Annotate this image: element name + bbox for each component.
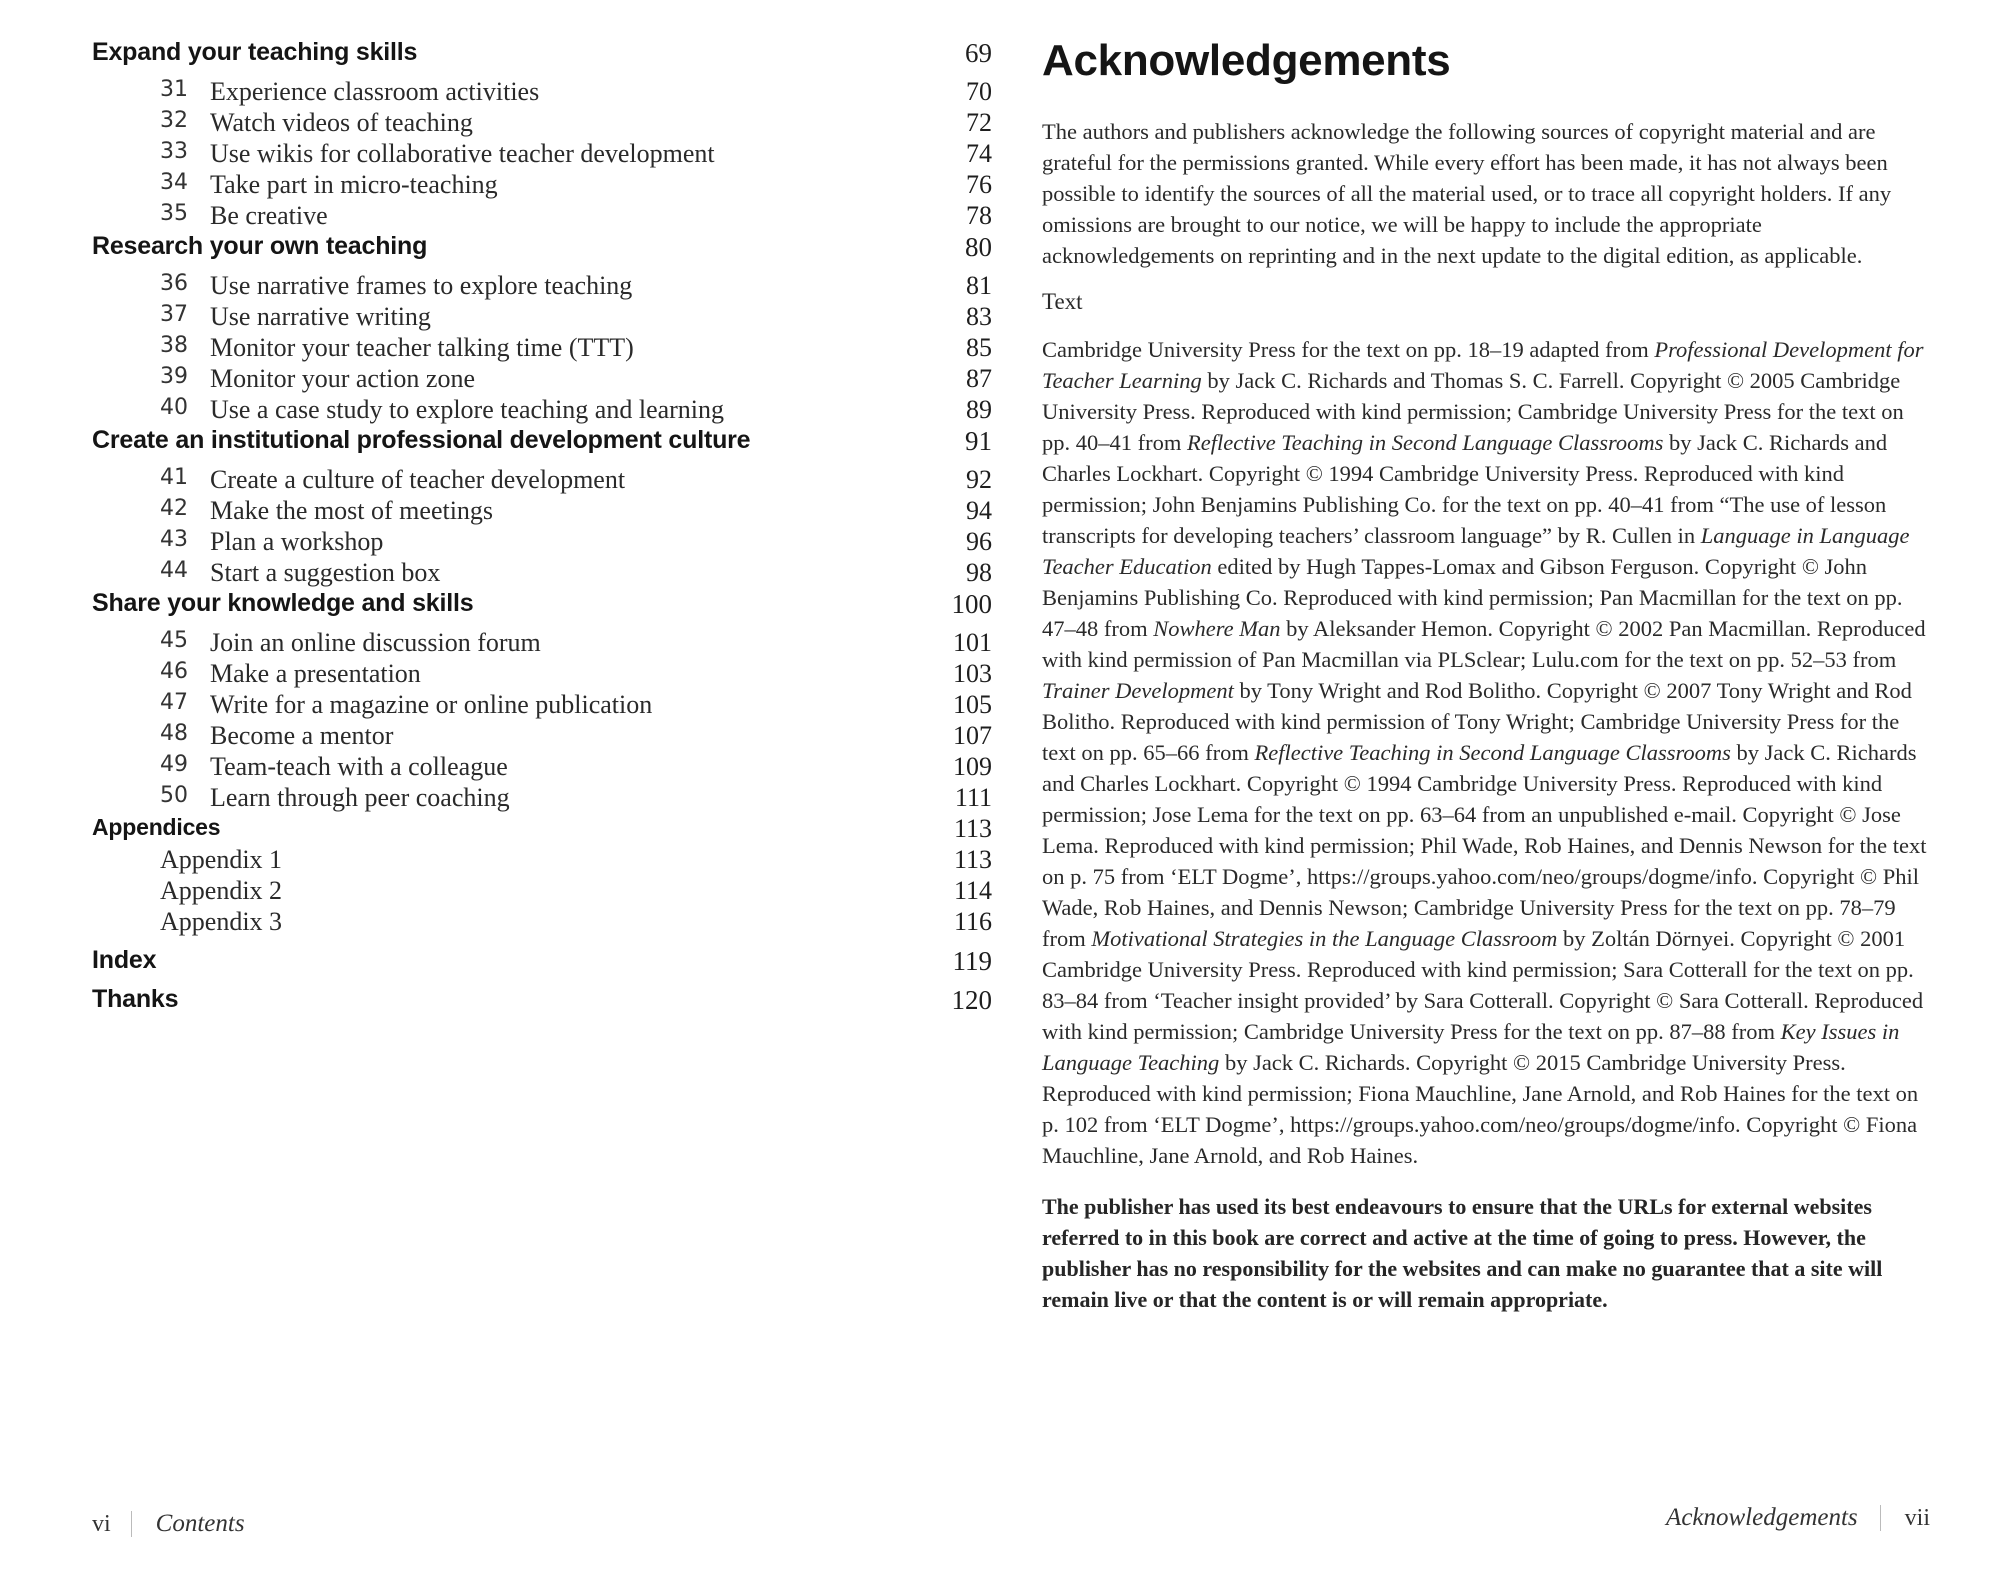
toc-appendices-heading[interactable] [92,814,992,845]
ack-source-title: Trainer Development [1042,678,1234,703]
toc-page-number: 119 [952,946,992,976]
ack-source-title: Professional Development for Teacher Learning [1042,337,1924,393]
toc-section-title: Research your own teaching [92,232,428,260]
toc-item-number: 32 [160,108,188,133]
toc-item-title: Team-teach with a colleague [210,752,508,781]
toc-index-entry[interactable] [92,946,992,985]
toc-item-number: 38 [160,333,188,358]
toc-section [92,232,992,426]
toc-page-number: 83 [966,302,992,331]
toc-section-heading[interactable] [92,589,992,628]
toc-page-number: 113 [953,814,992,843]
toc-item-number: 33 [160,139,188,164]
toc-item-title: Use narrative writing [210,302,431,331]
toc-item-number: 34 [160,170,188,195]
page-number: vii [1904,1504,1930,1531]
toc-item-title: Make a presentation [210,659,421,688]
toc-page-number: 100 [951,589,992,619]
table-of-contents [92,38,992,1024]
toc-item-title: Experience classroom activities [210,77,540,106]
toc-item[interactable] [92,139,992,170]
toc-item-number: 48 [160,721,188,746]
toc-page-number: 98 [966,558,992,587]
toc-page-number: 81 [966,271,992,300]
ack-source-title: Nowhere Man [1153,616,1281,641]
toc-item-number: 31 [160,77,188,102]
ack-source-text: by Zoltán Dörnyei. Copyright © 2001 Cambridge University Press. Reproduced with kind permission; Sara Cotterall for the text on pp. 83–84 from ‘Teacher insight provided’ by Sara Cotterall. Copyright © Sara Cotterall. Reproduced with kind permission; Cambridge University Press for the text on pp. 87–88 from [1042,926,1924,1044]
toc-item[interactable] [92,201,992,232]
toc-page-number: 80 [965,232,992,262]
toc-item[interactable] [92,628,992,659]
toc-appendix-item[interactable] [92,907,992,938]
toc-page-number: 92 [966,465,992,494]
toc-page-number: 109 [953,752,992,781]
page-footer [1666,1504,1930,1532]
toc-page-number: 91 [965,426,992,456]
page-number: vi [92,1510,111,1537]
toc-item-number: 42 [160,496,188,521]
toc-item[interactable] [92,465,992,496]
toc-section-title: Create an institutional professional development culture [92,426,751,454]
toc-page-number: 74 [966,139,992,168]
toc-section [92,38,992,232]
ack-source-text: Cambridge University Press for the text on pp. 18–19 adapted from [1042,337,1655,362]
spacer [92,938,992,946]
toc-item[interactable] [92,271,992,302]
toc-section [92,589,992,814]
ack-source-title: Reflective Teaching in Second Language Classrooms [1254,740,1731,765]
toc-item-number: 49 [160,752,188,777]
toc-item[interactable] [92,496,992,527]
toc-section [92,426,992,589]
toc-page-number: 78 [966,201,992,230]
toc-item-number: 46 [160,659,188,684]
toc-section-title: Expand your teaching skills [92,38,418,66]
toc-item-number: 35 [160,201,188,226]
toc-page-number: 94 [966,496,992,525]
toc-page-number: 87 [966,364,992,393]
toc-item-title: Watch videos of teaching [210,108,473,137]
running-head: Acknowledgements [1666,1504,1858,1531]
toc-section-heading[interactable] [92,426,992,465]
toc-section-title: Thanks [92,985,179,1013]
toc-thanks-entry[interactable] [92,985,992,1024]
toc-item-title: Write for a magazine or online publication [210,690,653,719]
toc-page-number: 70 [966,77,992,106]
toc-item-number: 47 [160,690,188,715]
ack-source-text: by Jack C. Richards and Charles Lockhart. Copyright © 1994 Cambridge University Press. Reproduced with kind permission; John Benjamins Publishing Co. for the text on pp. 40–41 from “The use of lesson transcripts for developing teachers’ classroom language” by R. Cullen in [1042,430,1888,548]
toc-page-number: 89 [966,395,992,424]
toc-appendices [92,814,992,938]
toc-item[interactable] [92,364,992,395]
toc-item-number: 36 [160,271,188,296]
ack-source-title: Reflective Teaching in Second Language Classrooms [1187,430,1664,455]
toc-item-number: 39 [160,364,188,389]
toc-appendix-item[interactable] [92,876,992,907]
acknowledgements [1042,36,1937,1315]
toc-item-number: 44 [160,558,188,583]
toc-item[interactable] [92,783,992,814]
page-footer [92,1510,245,1538]
toc-item-number: 43 [160,527,188,552]
footer-divider [1880,1505,1881,1531]
toc-page-number: 72 [966,108,992,137]
ack-source-text: by Aleksander Hemon. Copyright © 2002 Pan Macmillan. Reproduced with kind permission of Pan Macmillan via PLSclear; Lulu.com for the text on pp. 52–53 from [1042,616,1926,672]
page-title: Acknowledgements [1042,36,1451,85]
toc-item-title: Become a mentor [210,721,394,750]
toc-item-title: Create a culture of teacher development [210,465,626,494]
toc-item-title: Use a case study to explore teaching and learning [210,395,725,424]
acknowledgements-page [1000,0,2000,1575]
toc-section-title: Share your knowledge and skills [92,589,474,617]
toc-item-title: Plan a workshop [210,527,384,556]
toc-section-heading[interactable] [92,232,992,271]
toc-section-title: Index [92,946,157,974]
toc-item[interactable] [92,77,992,108]
ack-source-text: by Tony Wright and Rod Bolitho. Copyright © 2007 Tony Wright and Rod Bolitho. Reproduced with kind permission of Tony Wright; Cambridge University Press for the text on pp. 65–66 from [1042,678,1912,765]
toc-section-title: Appendices [92,814,221,840]
toc-page-number: 85 [966,333,992,362]
toc-item[interactable] [92,527,992,558]
ack-source-text: by Jack C. Richards and Charles Lockhart. Copyright © 1994 Cambridge University Press. Reproduced with kind permission; Jose Lema for the text on pp. 63–64 from an unpublished e-mail. Copyright © Jose Lema. Reproduced with kind permission; Phil Wade, Rob Haines, and Dennis Newson for the text on p. 75 from ‘ELT Dogme’, https://groups.yahoo.com/neo/groups/dogme/info. Copyright © Phil Wade, Rob Haines, and Dennis Newson; Cambridge University Press for the text on pp. 78–79 from [1042,740,1927,951]
ack-source-title: Key Issues in Language Teaching [1042,1019,1900,1075]
toc-item-title: Appendix 2 [160,876,283,905]
toc-item-title: Learn through peer coaching [210,783,510,812]
toc-item[interactable] [92,721,992,752]
footer-divider [131,1511,132,1537]
toc-page-number: 120 [951,985,992,1015]
toc-item-title: Appendix 1 [160,845,283,874]
toc-page-number: 116 [953,907,992,936]
toc-section-heading[interactable] [92,38,992,77]
ack-source-title: Language in Language Teacher Education [1042,523,1910,579]
toc-item-number: 37 [160,302,188,327]
toc-page-number: 101 [953,628,992,657]
ack-source-text: by Jack C. Richards. Copyright © 2015 Cambridge University Press. Reproduced with kind permission; Fiona Mauchline, Jane Arnold, and Rob Haines for the text on p. 102 from ‘ELT Dogme’, https://groups.yahoo.com/neo/groups/dogme/info. Copyright © Fiona Mauchline, Jane Arnold, and Rob Haines. [1042,1050,1919,1168]
toc-item[interactable] [92,690,992,721]
toc-item-title: Start a suggestion box [210,558,441,587]
ack-intro: The authors and publishers acknowledge the following sources of copyright material and are grateful for the permissions granted. While every effort has been made, it has not always been possible to identify the sources of all the material used, or to trace all copyright holders. If any omissions are brought to our notice, we will be happy to include the appropriate acknowledgements on reprinting and in the next update to the digital edition, as applicable. [1042,119,1892,268]
toc-page-number: 76 [966,170,992,199]
toc-page-number: 114 [953,876,992,905]
ack-source-title: Motivational Strategies in the Language Classroom [1091,926,1558,951]
toc-page-number: 103 [953,659,992,688]
toc-item-number: 50 [160,783,188,808]
ack-url-notice: The publisher has used its best endeavours to ensure that the URLs for external websites referred to in this book are correct and active at the time of going to press. However, the publisher has no responsibility for the websites and can make no guarantee that a site will remain live or that the content is or will remain appropriate. [1042,1194,1883,1312]
toc-item[interactable] [92,302,992,333]
ack-source-text: by Jack C. Richards and Thomas S. C. Farrell. Copyright © 2005 Cambridge University Press. Reproduced with kind permission; Cambridge University Press for the text on pp. 40–41 from [1042,368,1904,455]
toc-page-number: 69 [965,38,992,68]
toc-item-title: Monitor your teacher talking time (TTT) [210,333,634,362]
toc-item-number: 41 [160,465,188,490]
toc-page-number: 105 [953,690,992,719]
toc-item-title: Make the most of meetings [210,496,494,525]
toc-item[interactable] [92,558,992,589]
toc-item[interactable] [92,170,992,201]
toc-item[interactable] [92,395,992,426]
toc-item-number: 45 [160,628,188,653]
toc-item[interactable] [92,659,992,690]
toc-item[interactable] [92,108,992,139]
toc-item-title: Monitor your action zone [210,364,475,393]
toc-item-title: Appendix 3 [160,907,283,936]
ack-source-text: edited by Hugh Tappes-Lomax and Gibson Ferguson. Copyright © John Benjamins Publishing Co. Reproduced with kind permission; Pan Macmillan for the text on pp. 47–48 from [1042,554,1903,641]
toc-item-title: Take part in micro-teaching [210,170,498,199]
toc-item-title: Join an online discussion forum [210,628,541,657]
toc-page-number: 113 [953,845,992,874]
toc-page-number: 96 [966,527,992,556]
ack-subheading: Text [1042,289,1083,314]
toc-page-number: 111 [954,783,992,812]
toc-item[interactable] [92,752,992,783]
toc-item[interactable] [92,333,992,364]
running-head: Contents [155,1510,245,1537]
toc-item-title: Use narrative frames to explore teaching [210,271,633,300]
toc-item-number: 40 [160,395,188,420]
ack-sources [1042,334,1937,1171]
toc-item-title: Be creative [210,201,328,230]
toc-item-title: Use wikis for collaborative teacher development [210,139,715,168]
toc-page-number: 107 [953,721,992,750]
toc-appendix-item[interactable] [92,845,992,876]
